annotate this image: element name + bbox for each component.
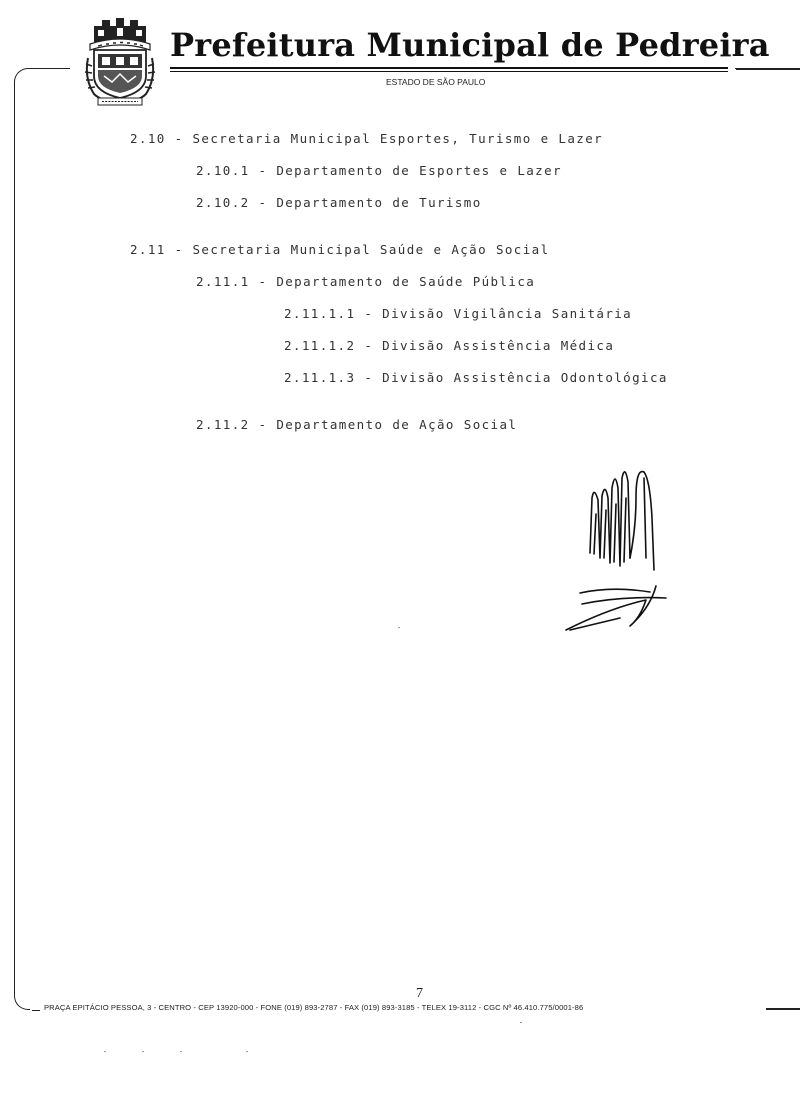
footer-address: PRAÇA EPITÁCIO PESSOA, 3 - CENTRO - CEP 13920-000 - FONE (019) 893-2787 - FAX (019) 893-3185 - TELEX 19-3112 - CGC Nº 46.410.775/0001-86 <box>44 1003 584 1012</box>
list-item: 2.10.2 - Departamento de Turismo <box>196 195 482 210</box>
list-item: 2.10.1 - Departamento de Esportes e Lazer <box>196 163 562 178</box>
page-number: 7 <box>416 986 423 1001</box>
state-subtitle: ESTADO DE SÃO PAULO <box>386 77 486 87</box>
list-item: 2.11.1.1 - Divisão Vigilância Sanitária <box>284 306 633 321</box>
header-rule-thin <box>170 71 728 72</box>
scan-speck <box>246 1051 248 1052</box>
municipal-coat-of-arms-icon <box>84 14 156 106</box>
footer-dash <box>32 1010 40 1011</box>
list-item: 2.11 - Secretaria Municipal Saúde e Ação Social <box>130 242 550 257</box>
page-title: Prefeitura Municipal de Pedreira <box>170 26 770 64</box>
scan-speck <box>142 1051 144 1052</box>
list-item: 2.11.1.2 - Divisão Assistência Médica <box>284 338 615 353</box>
list-item: 2.10 - Secretaria Municipal Esportes, Turismo e Lazer <box>130 131 604 146</box>
scan-speck <box>104 1051 106 1052</box>
scan-speck <box>520 1022 522 1023</box>
handwritten-signature-icon <box>560 458 678 638</box>
scan-speck <box>398 627 400 628</box>
border-bottom-right-segment <box>766 1008 800 1010</box>
list-item: 2.11.1 - Departamento de Saúde Pública <box>196 274 536 289</box>
border-top-right-segment <box>736 68 800 70</box>
list-item: 2.11.2 - Departamento de Ação Social <box>196 417 518 432</box>
list-item: 2.11.1.3 - Divisão Assistência Odontológica <box>284 370 668 385</box>
header-rule <box>170 67 728 69</box>
scan-speck <box>180 1051 182 1052</box>
